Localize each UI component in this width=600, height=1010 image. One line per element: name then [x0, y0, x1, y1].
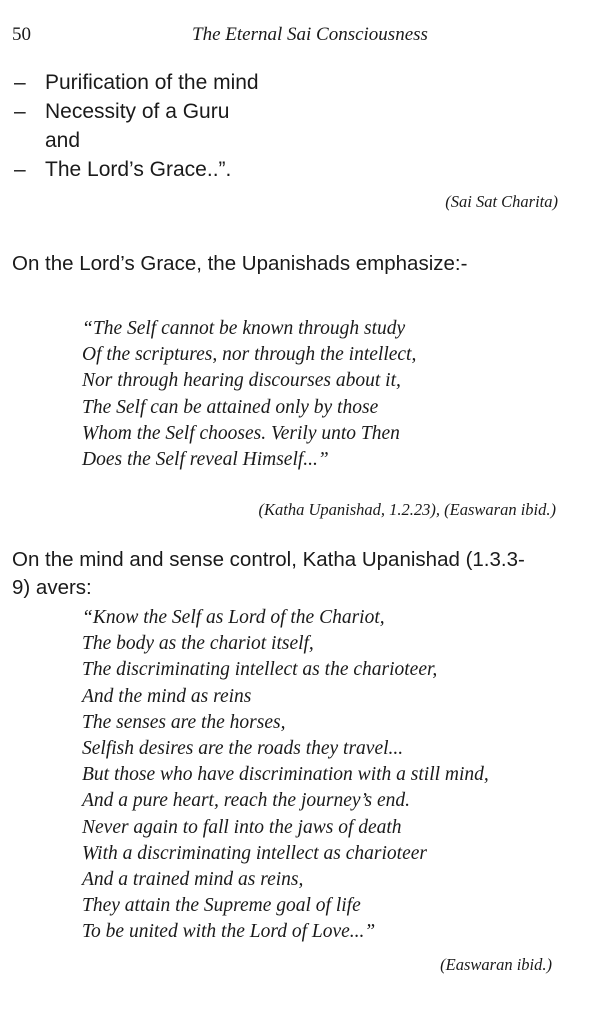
verse-line: With a discriminating intellect as charioteer: [82, 842, 428, 864]
dash-marker: –: [14, 71, 26, 94]
page-number: 50: [12, 24, 31, 45]
citation-easwaran: (Easwaran ibid.): [440, 955, 552, 974]
verse-line: The Self can be attained only by those: [82, 396, 379, 418]
paragraph-lords-grace: On the Lord’s Grace, the Upanishads emphasize:-: [12, 252, 468, 275]
page-header: [12, 24, 582, 48]
paragraph-line: On the mind and sense control, Katha Upanishad (1.3.3-: [12, 548, 525, 571]
verse-line: “Know the Self as Lord of the Chariot,: [82, 607, 385, 628]
dash-marker: –: [14, 158, 26, 181]
citation-sai-sat-charita: (Sai Sat Charita): [445, 192, 558, 211]
verse-line: The senses are the horses,: [82, 711, 286, 733]
list-item-text: and: [45, 129, 81, 152]
verse-line: Does the Self reveal Himself...”: [82, 449, 329, 471]
list-item-text: The Lord’s Grace..”.: [45, 158, 232, 181]
verse-line: And the mind as reins: [82, 685, 252, 707]
verse-line: Of the scriptures, nor through the intellect,: [82, 344, 417, 366]
verse-line: Nor through hearing discourses about it,: [82, 370, 401, 392]
list-item: [12, 155, 572, 184]
verse-line: And a pure heart, reach the journey’s end.: [82, 790, 411, 812]
dash-marker: –: [14, 100, 26, 123]
bullet-list: [12, 68, 572, 184]
verse-line: Never again to fall into the jaws of death: [82, 816, 402, 838]
verse-line: And a trained mind as reins,: [82, 869, 304, 891]
paragraph-mind-sense-control: [12, 546, 584, 602]
list-item: [12, 68, 572, 97]
citation-katha-upanishad: (Katha Upanishad, 1.2.23), (Easwaran ibid.): [258, 500, 556, 519]
list-item-text: Purification of the mind: [45, 71, 259, 94]
verse-chariot: [82, 605, 489, 946]
verse-line: But those who have discrimination with a still mind,: [82, 764, 489, 786]
verse-line: “The Self cannot be known through study: [82, 318, 406, 339]
verse-line: They attain the Supreme goal of life: [82, 895, 361, 917]
list-item: [12, 126, 572, 155]
verse-grace: [82, 316, 416, 473]
verse-line: Selfish desires are the roads they travel...: [82, 738, 404, 760]
list-item: [12, 97, 572, 126]
list-item-text: Necessity of a Guru: [45, 100, 230, 123]
paragraph-line: 9) avers:: [12, 576, 92, 599]
verse-line: To be united with the Lord of Love...”: [82, 921, 376, 943]
verse-line: Whom the Self chooses. Verily unto Then: [82, 422, 400, 444]
verse-line: The discriminating intellect as the charioteer,: [82, 659, 438, 681]
running-title: The Eternal Sai Consciousness: [192, 24, 428, 45]
verse-line: The body as the chariot itself,: [82, 633, 314, 655]
